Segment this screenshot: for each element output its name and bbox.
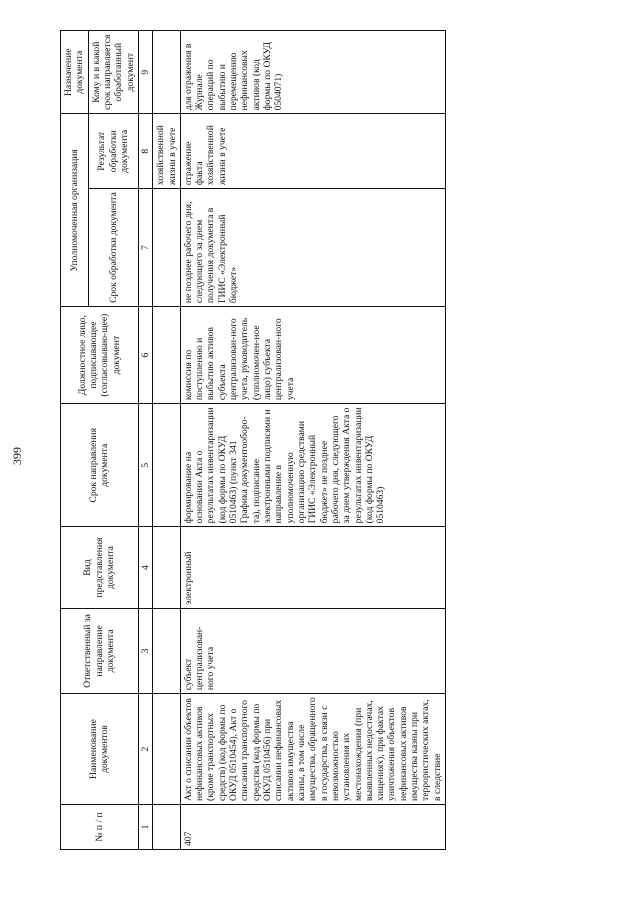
- document-name: Акт о списании объектов нефинансовых активов (кроме транспортных средств) (код формы по ОКУД 0510454), Акт о списании транспортного средства (код формы по ОКУД 0510456) при списании нефинансовых активов имущества казны, в том числе имущества, обращенного в государства, в связи с невозможностью установления их местонахождения (при выявленных недостачах, хищениях), при фактах уничтожения объектов нефинансовых активов имущества казны при террористических актах, в следствие: [180, 694, 445, 805]
- row-number: 407: [180, 804, 445, 849]
- header-name: Наименование документов: [61, 694, 139, 805]
- header-signer: Должностное лицо, подписывающее (согласовываю-щее) документ: [61, 307, 139, 404]
- responsible: субъект централизован-ного учета: [180, 608, 445, 693]
- col-number: 2: [138, 694, 152, 805]
- table-cell: [153, 307, 181, 404]
- header-num: № п / п: [61, 804, 139, 849]
- purpose: для отражения в Журнале операций по выбытию и перемещению нефинансовых активов (код формы по ОКУД 0504071): [180, 31, 445, 114]
- col-number: 8: [138, 114, 152, 189]
- table-cell: [153, 694, 181, 805]
- col-number: 6: [138, 307, 152, 404]
- document-type: электронный: [180, 527, 445, 608]
- previous-row-tail: [153, 31, 181, 850]
- header-type: Вид представления документа: [61, 527, 139, 608]
- table-cell: [153, 804, 181, 849]
- col-number: 4: [138, 527, 152, 608]
- column-number-row: [138, 31, 152, 850]
- signer: комиссия по поступлению и выбытию активов субъекта централизован-ного учета, руководитель (уполномочен-ное лицо) субъекта централизован-ного учета: [180, 307, 445, 404]
- col-number: 5: [138, 404, 152, 527]
- table-cell: [153, 31, 181, 114]
- table-cell: [153, 527, 181, 608]
- header-process-term: Срок обработки документа: [88, 189, 138, 307]
- prev-result-tail: хозяйственной жизни в учете: [153, 114, 181, 189]
- header-row-1: [61, 31, 89, 850]
- process-result: отражение факта хозяйственной жизни в учете: [180, 114, 445, 189]
- document-table: [60, 30, 446, 850]
- page-number: 399: [10, 447, 24, 465]
- process-term: не позднее рабочего дня, следующего за днем получения документа в ГИИС «Электронный бюджет»: [180, 189, 445, 307]
- col-number: 9: [138, 31, 152, 114]
- header-purpose: Назначение документа: [61, 31, 89, 114]
- table-row: [180, 31, 445, 850]
- col-number: 7: [138, 189, 152, 307]
- table-cell: [153, 189, 181, 307]
- col-number: 1: [138, 804, 152, 849]
- header-recipient: Кому и в какой срок направляется обработанный документ: [88, 31, 138, 114]
- table-cell: [153, 404, 181, 527]
- header-deadline: Срок направления документа: [61, 404, 139, 527]
- table-cell: [153, 608, 181, 693]
- header-result: Результат обработки документа: [88, 114, 138, 189]
- col-number: 3: [138, 608, 152, 693]
- header-responsible: Ответственный за направление документа: [61, 608, 139, 693]
- deadline: формирование на основании Акта о результатах инвентаризации (код формы по ОКУД 0510463) (пункт 341 Графика документооборо-та), подписание электронными подписями и направление в уполномоченную организацию средствами ГИИС «Электронный бюджет» не позднее рабочего дня, следующего за днем утверждения Акта о результатах инвентаризации (код формы по ОКУД 0510463): [180, 404, 445, 527]
- header-authorized-org: Уполномоченная организация: [61, 114, 89, 307]
